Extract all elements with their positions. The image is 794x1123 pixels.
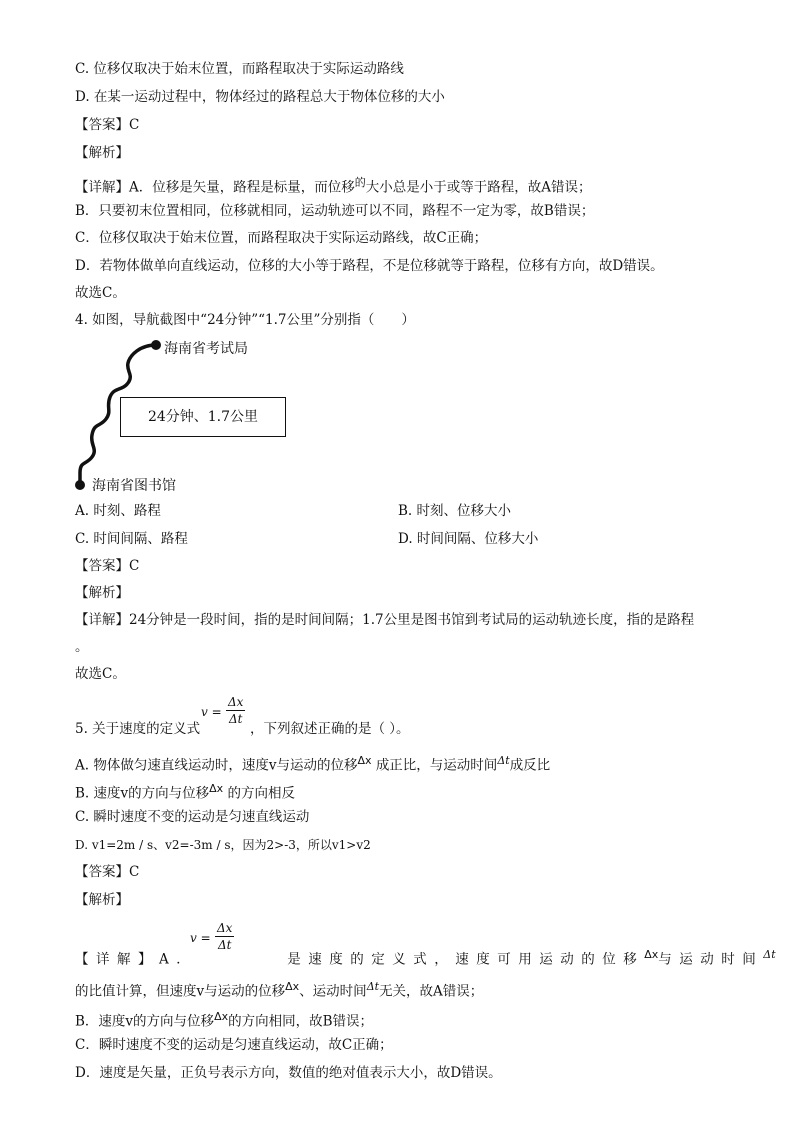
q4-option-d: D. 时间间隔、位移大小 [398, 531, 539, 547]
q5-option-b: B. 速度v的方向与位移$^{\Delta x}$ 的方向相反 [75, 782, 295, 802]
q4-analysis-heading: 【解析】 [75, 585, 129, 601]
q5-detail-a-line1: 【详解】A． 是速度的定义式，速度可用运动的位移$^{\Delta x}$与运动时间$^{\Delta t}$ [75, 948, 776, 968]
q3-detail-d: D．若物体做单向直线运动，位移的大小等于路程，不是位移就等于路程，位移有方向，故D错误。 [75, 258, 664, 274]
q3-option-c: C. 位移仅取决于始末位置，而路程取决于实际运动路线 [75, 61, 404, 77]
q3-answer: 【答案】C [75, 117, 140, 133]
q4-option-a: A. 时刻、路程 [75, 503, 161, 519]
q5-formula-v: v = [201, 705, 222, 719]
q4-option-c: C. 时间间隔、路程 [75, 531, 188, 547]
q4-conclusion: 故选C。 [75, 666, 126, 682]
q5-detail-d: D．速度是矢量，正负号表示方向，数值的绝对值表示大小，故D错误。 [75, 1065, 502, 1081]
q5-option-c: C. 瞬时速度不变的运动是匀速直线运动 [75, 809, 310, 825]
q3-detail-a: 【详解】A．位移是矢量，路程是标量，而位移$^的$大小总是小于或等于路程，故A错误； [75, 176, 592, 196]
q3-detail-b: B．只要初末位置相同，位移就相同，运动轨迹可以不同，路程不一定为零，故B错误； [75, 203, 595, 219]
q4-stem: 4. 如图，导航截图中“24分钟”“1.7公里”分别指（ ） [75, 312, 415, 328]
map-origin-label: 海南省图书馆 [92, 478, 176, 494]
q3-detail-c: C．位移仅取决于始末位置，而路程取决于实际运动路线，故C正确； [75, 230, 488, 246]
q5-stem-start: 5. 关于速度的定义式 [75, 721, 201, 737]
q5-formula-fraction: $\frac{\Delta x}{\Delta t}$ [228, 695, 244, 726]
q5-detail-c: C．瞬时速度不变的运动是匀速直线运动，故C正确； [75, 1037, 393, 1053]
route-end-dot [151, 340, 161, 350]
q5-analysis-heading: 【解析】 [75, 892, 129, 908]
q4-option-b: B. 时刻、位移大小 [398, 503, 512, 519]
q5-detail-formula-fraction: $\frac{\Delta x}{\Delta t}$ [217, 921, 233, 952]
q5-detail-a-line2: 的比值计算，但速度v与运动的位移$^{\Delta x}$、运动时间$^{\Delta t}$无关，故A错误； [75, 980, 484, 1000]
q3-analysis-heading: 【解析】 [75, 145, 129, 161]
q5-stem-end: ，下列叙述正确的是（ ）。 [250, 721, 410, 737]
q5-detail-b: B．速度v的方向与位移$^{\Delta x}$的方向相同，故B错误； [75, 1010, 374, 1030]
q4-detail-tail: 。 [75, 639, 89, 655]
q4-answer: 【答案】C [75, 558, 140, 574]
q4-detail: 【详解】24分钟是一段时间，指的是时间间隔；1.7公里是图书馆到考试局的运动轨迹长度，指的是路程 [75, 612, 695, 628]
q5-option-d: D. v1=2m / s、v2=-3m / s，因为2>-3，所以v1>v2 [75, 838, 371, 852]
q3-conclusion: 故选C。 [75, 285, 126, 301]
map-info-box: 24分钟、1.7公里 [120, 397, 286, 437]
route-start-dot [75, 480, 85, 490]
map-destination-label: 海南省考试局 [164, 341, 248, 357]
q5-option-a: A. 物体做匀速直线运动时，速度v与运动的位移$^{\Delta x}$ 成正比，与运动时间$^{\Delta t}$成反比 [75, 754, 551, 774]
q3-option-d: D. 在某一运动过程中，物体经过的路程总大于物体位移的大小 [75, 89, 445, 105]
q5-detail-formula-v: v = [190, 931, 211, 945]
q5-answer: 【答案】C [75, 864, 140, 880]
